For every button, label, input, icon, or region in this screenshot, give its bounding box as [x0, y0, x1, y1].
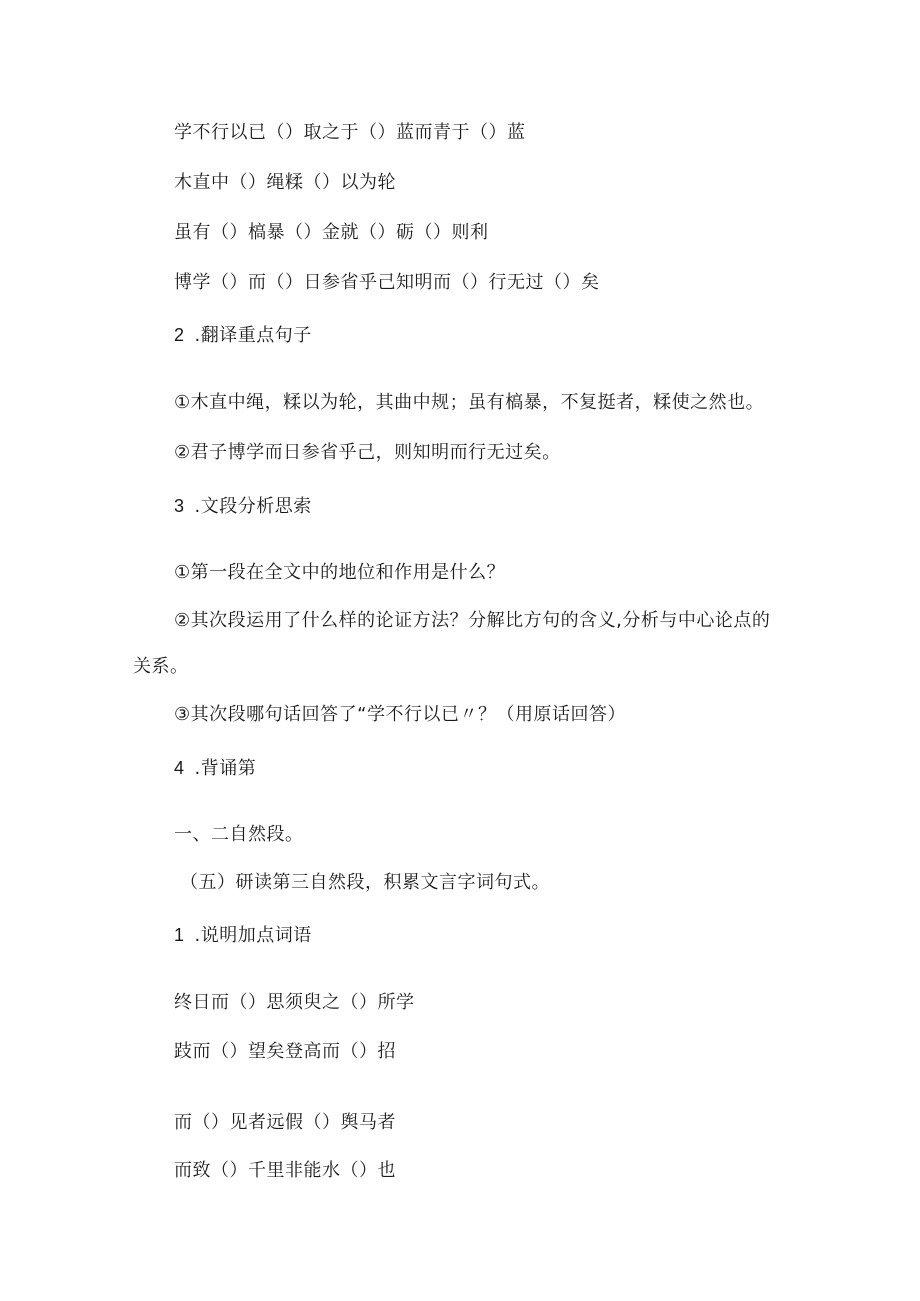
word-line-2: 跂而（）望矣登高而（）招 [174, 1041, 396, 1062]
question-2-line-1: ②其次段运用了什么样的论证方法？分解比方句的含义,分析与中心论点的 [174, 610, 771, 631]
section-title: .文段分析思索 [194, 496, 312, 517]
question-1: ①第一段在全文中的地位和作用是什么？ [174, 562, 506, 583]
section-number: 3 [174, 496, 185, 516]
word-line-1: 终日而（）思须臾之（）所学 [174, 992, 415, 1013]
section-1-heading [174, 923, 312, 948]
section-title: .说明加点词语 [194, 925, 312, 946]
section-3-heading [174, 494, 312, 519]
fill-blank-line-4: 博学（）而（）日参省乎己知明而（）行无过（）矣 [174, 272, 600, 293]
translation-sentence-2: ②君子博学而日参省乎己，则知明而行无过矣。 [174, 442, 561, 463]
part-5-heading: （五）研读第三自然段，积累文言字词句式。 [180, 872, 550, 893]
section-title: .背诵第 [194, 758, 257, 779]
section-number: 1 [174, 925, 185, 945]
question-3: ③其次段哪句话回答了“学不行以已〃？（用原话回答） [174, 704, 626, 725]
question-2-line-2: 关系。 [133, 656, 189, 677]
section-number: 4 [174, 758, 185, 778]
translation-sentence-1: ①木直中绳，糅以为轮，其曲中规；虽有槁暴，不复挺者，糅使之然也。 [174, 392, 765, 413]
section-number: 2 [174, 325, 185, 345]
fill-blank-line-3: 虽有（）槁暴（）金就（）砺（）则利 [174, 222, 489, 243]
section-4-heading [174, 756, 256, 781]
word-line-3: 而（）见者远假（）舆马者 [174, 1112, 396, 1133]
fill-blank-line-2: 木直中（）绳糅（）以为轮 [174, 172, 396, 193]
section-4-continuation: 一、二自然段。 [174, 824, 304, 845]
word-line-4: 而致（）千里非能水（）也 [174, 1160, 396, 1181]
section-2-heading [174, 323, 312, 348]
fill-blank-line-1: 学不行以已（）取之于（）蓝而青于（）蓝 [174, 122, 526, 143]
section-title: .翻译重点句子 [194, 325, 312, 346]
